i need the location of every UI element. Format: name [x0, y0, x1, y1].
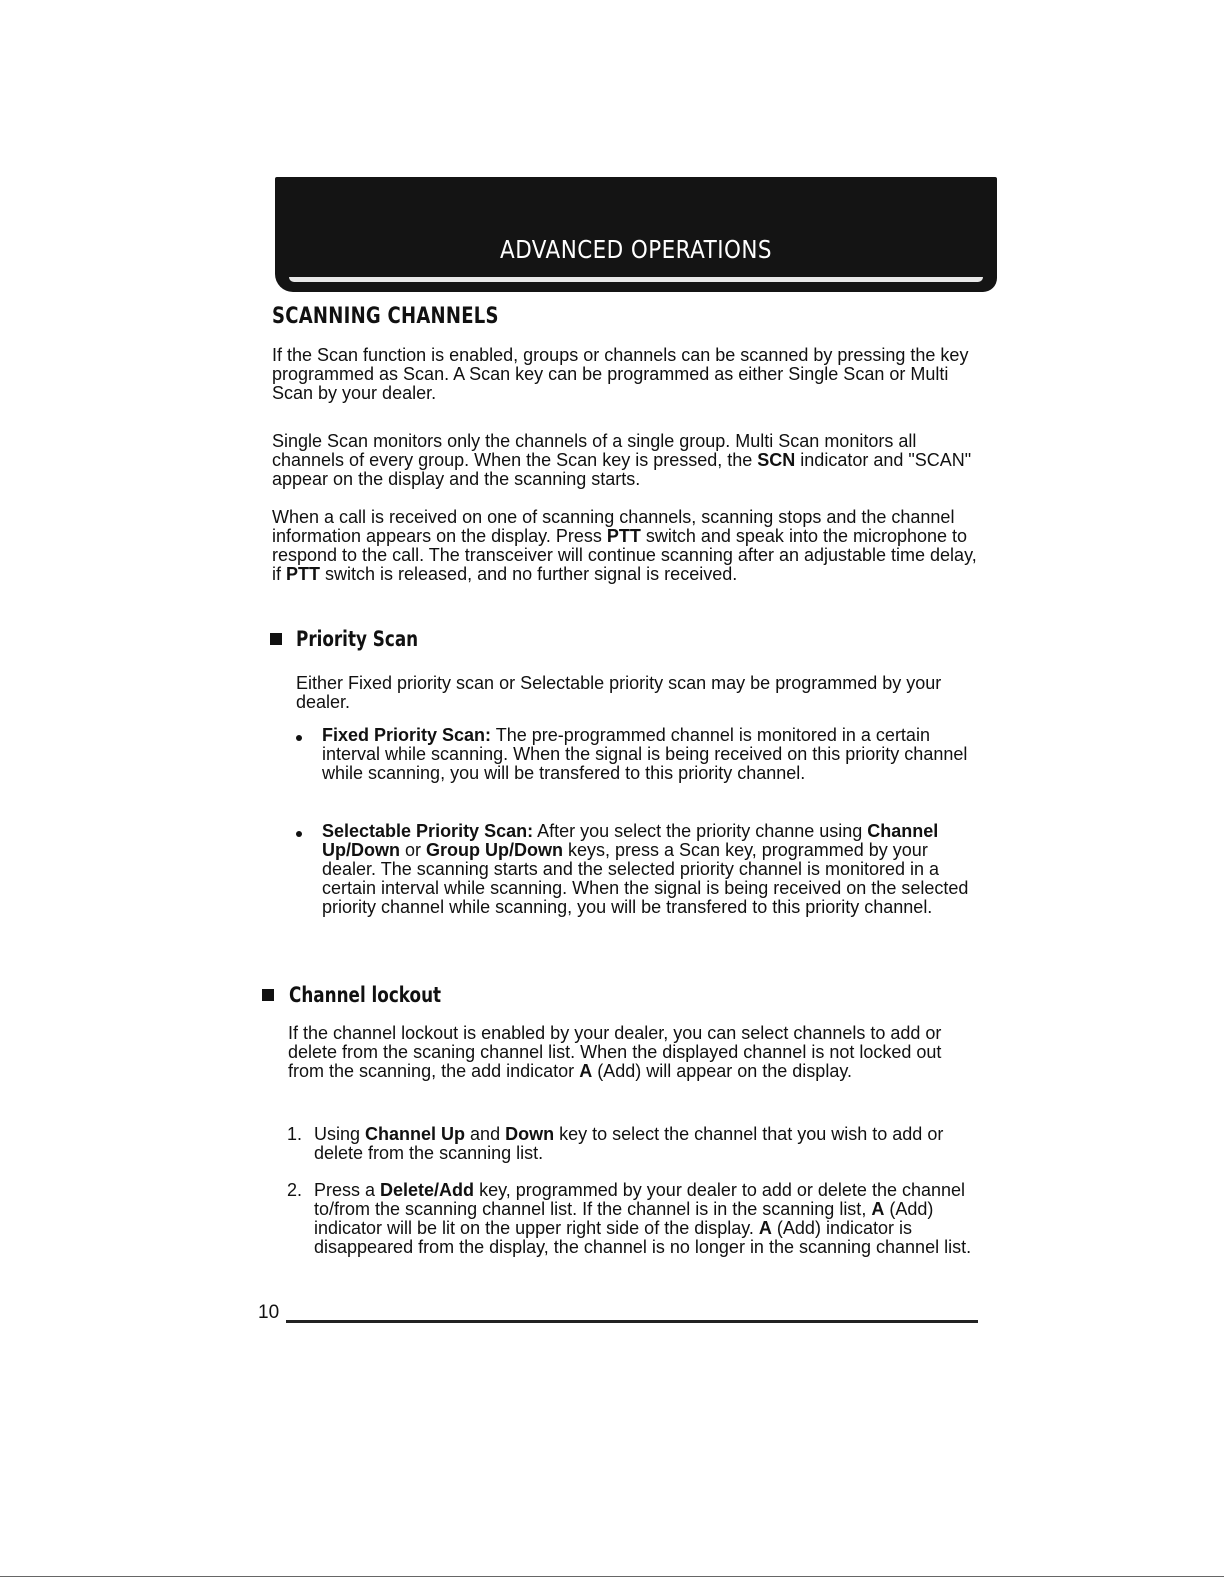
- step-2-number: 2.: [287, 1180, 303, 1200]
- scan-paragraph-2: Single Scan monitors only the channels of a single group. Multi Scan monitors all channels of every group. When the Scan key is pressed, the SCN indicator and "SCAN" appear on the display and the scanning starts.: [272, 431, 972, 489]
- emphasis-text: Channel Up: [365, 1124, 466, 1144]
- footer-rule: [286, 1320, 978, 1323]
- step-1-number: 1.: [287, 1124, 303, 1144]
- page-number: 10: [258, 1302, 280, 1323]
- selectable-priority-scan-item: Selectable Priority Scan: After you select the priority channe using Channel Up/Down or Group Up/Down keys, press a Scan key, programmed by your dealer. The scanning starts and the selected priority channel is monitored in a certain interval while scanning. When the signal is being received on the selected priority channel while scanning, you will be transfered to this priority channel.: [322, 821, 969, 917]
- bullet-dot-selectable: [296, 831, 302, 837]
- channel-lockout-heading: Channel lockout: [289, 983, 442, 1007]
- priority-scan-intro: Either Fixed priority scan or Selectable priority scan may be programmed by your dealer.: [296, 673, 942, 712]
- priority-scan-bullet: [270, 633, 282, 645]
- bullet-dot-fixed: [296, 735, 302, 741]
- emphasis-text: PTT: [286, 564, 321, 584]
- scan-paragraph-3: When a call is received on one of scanning channels, scanning stops and the channel information appears on the display. Press PTT switch and speak into the microphone to respond to the call. The transceiver will continue scanning after an adjustable time delay, if PTT switch is released, and no further signal is received.: [272, 507, 977, 584]
- emphasis-text: PTT: [606, 526, 641, 546]
- priority-scan-heading: Priority Scan: [296, 627, 419, 651]
- header-underline: [289, 277, 983, 282]
- scan-paragraph-1: If the Scan function is enabled, groups or channels can be scanned by pressing the key programmed as Scan. A Scan key can be programmed as either Single Scan or Multi Scan by your dealer.: [272, 345, 969, 403]
- page-edge-rule: [0, 1576, 1224, 1577]
- emphasis-text: A: [871, 1199, 885, 1219]
- channel-lockout-bullet: [262, 989, 274, 1001]
- channel-lockout-intro: If the channel lockout is enabled by your dealer, you can select channels to add or delete from the scaning channel list. When the displayed channel is not locked out from the scanning, the add indicator A (Add) will appear on the display.: [288, 1023, 942, 1081]
- chapter-header-banner: [275, 177, 997, 292]
- step-2-text: Press a Delete/Add key, programmed by your dealer to add or delete the channel to/from the scanning channel list. If the channel is in the scanning list, A (Add) indicator will be lit on the upper right side of the display. A (Add) indicator is disappeared from the display, the channel is no longer in the scanning channel list.: [314, 1180, 972, 1257]
- chapter-title: ADVANCED OPERATIONS: [500, 235, 772, 264]
- emphasis-text: Channel Up/Down: [322, 821, 939, 860]
- emphasis-text: Fixed Priority Scan:: [322, 725, 492, 745]
- fixed-priority-scan-item: Fixed Priority Scan: The pre-programmed channel is monitored in a certain interval while scanning. When the signal is being received on this priority channel while scanning, you will be transfered to this priority channel.: [322, 725, 968, 783]
- section-title: SCANNING CHANNELS: [272, 304, 499, 329]
- emphasis-text: SCN: [757, 450, 796, 470]
- emphasis-text: Delete/Add: [380, 1180, 475, 1200]
- emphasis-text: A: [758, 1218, 772, 1238]
- emphasis-text: Selectable Priority Scan:: [322, 821, 534, 841]
- emphasis-text: Group Up/Down: [426, 840, 563, 860]
- emphasis-text: Down: [505, 1124, 555, 1144]
- emphasis-text: A: [579, 1061, 593, 1081]
- step-1-text: Using Channel Up and Down key to select the channel that you wish to add or delete from the scanning list.: [314, 1124, 944, 1163]
